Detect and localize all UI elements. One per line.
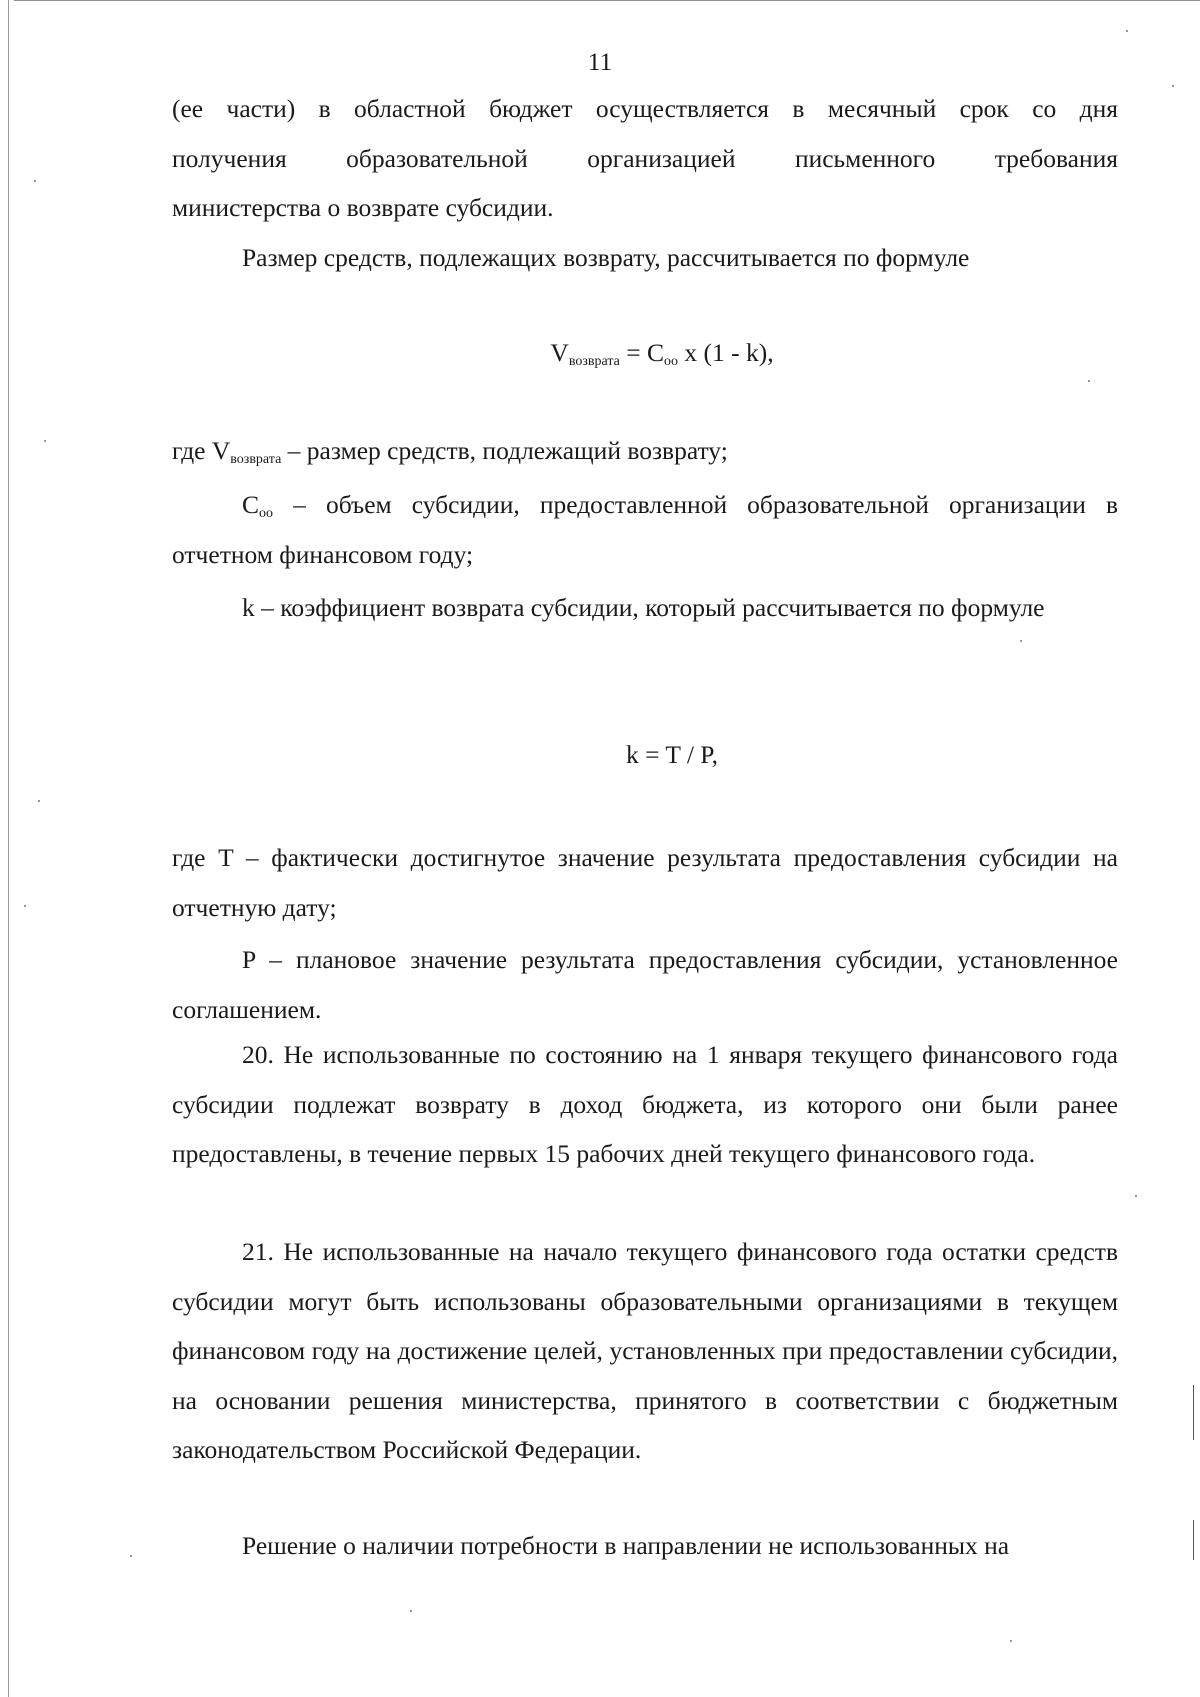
- definition-t: [172, 833, 1118, 932]
- formula-var-v: V: [550, 338, 569, 367]
- definition-p: [172, 935, 1118, 1034]
- scan-speck: [24, 905, 26, 907]
- paragraph-line: министерства о возврате субсидии.: [172, 193, 554, 222]
- scan-speck: [38, 800, 40, 802]
- formula-rest: x (1 - k),: [677, 338, 774, 367]
- paragraph-text: Размер средств, подлежащих возврату, рассчитывается по формуле: [242, 243, 970, 272]
- definition-sub: оо: [259, 506, 274, 521]
- definition-text: P – плановое значение результата предоставления субсидии, установленное соглашением.: [172, 945, 1118, 1024]
- definition-c: [172, 480, 1118, 579]
- scan-mark: [1193, 1385, 1194, 1440]
- formula: [172, 328, 1152, 378]
- definition-sub: возврата: [230, 452, 282, 467]
- scan-speck: [34, 180, 36, 182]
- definition-text: [172, 480, 1118, 579]
- scan-speck: [1126, 30, 1128, 32]
- paragraph-line: (ее части) в областной бюджет осуществляется в месячный срок со дня: [172, 94, 1118, 123]
- definition-v: [172, 426, 1118, 476]
- scan-speck: [44, 440, 46, 442]
- scan-edge-top: [14, 0, 1200, 1]
- scan-speck: [410, 1610, 412, 1612]
- definition-body: – размер средств, подлежащий возврату;: [281, 436, 728, 465]
- item-text: 21. Не использованные на начало текущего финансового года остатки средств субсидии могут быть использованы образовательными организациями в текущем финансовом году на достижение целей, установленных при предоставлении субсидии, на основании решения министерства, принятого в соответствии с бюджетным законодательством Российской Федерации.: [172, 1237, 1118, 1464]
- definition-var: C: [242, 490, 260, 519]
- item-20: [172, 1030, 1118, 1179]
- scan-speck: [1088, 380, 1090, 382]
- definition-k: [172, 583, 1118, 633]
- definition-text: k – коэффициент возврата субсидии, который рассчитывается по формуле: [242, 593, 1045, 622]
- definition-body: – объем субсидии, предоставленной образовательной организации в отчетном финансовом году;: [172, 490, 1118, 569]
- scan-speck: [1172, 85, 1174, 87]
- item-21: [172, 1227, 1118, 1475]
- formula-return-amount: [172, 328, 1152, 378]
- paragraph-text: Решение о наличии потребности в направлении не использованных на: [242, 1531, 1010, 1560]
- paragraph-line: получения образовательной организацией письменного требования: [172, 143, 1118, 173]
- page-number: 11: [587, 47, 613, 76]
- formula-sub: оо: [663, 354, 678, 369]
- scan-speck: [1020, 640, 1022, 642]
- scan-mark: [1193, 1520, 1194, 1560]
- definition-text: [172, 426, 1118, 476]
- paragraph-formula-intro: [172, 233, 1118, 283]
- item-text: 20. Не использованные по состоянию на 1 января текущего финансового года субсидии подлежат возврату в доход бюджета, из которого они были ранее предоставлены, в течение первых 15 рабочих дней текущего финансового года.: [172, 1040, 1118, 1168]
- scan-speck: [1010, 1640, 1012, 1642]
- definition-prefix: где V: [172, 436, 231, 465]
- paragraph-decision: [172, 1521, 1118, 1571]
- formula-coefficient: [172, 730, 1172, 780]
- definition-text: где T – фактически достигнутое значение результата предоставления субсидии на отчетную дату;: [172, 843, 1118, 922]
- formula-sub: возврата: [568, 354, 620, 369]
- scan-speck: [130, 1555, 132, 1557]
- formula-eq: = C: [619, 338, 664, 367]
- scan-speck: [1135, 1195, 1137, 1197]
- paragraph-return-term: [172, 84, 1118, 233]
- formula: k = T / P,: [625, 740, 719, 769]
- scan-edge-left: [8, 0, 9, 1697]
